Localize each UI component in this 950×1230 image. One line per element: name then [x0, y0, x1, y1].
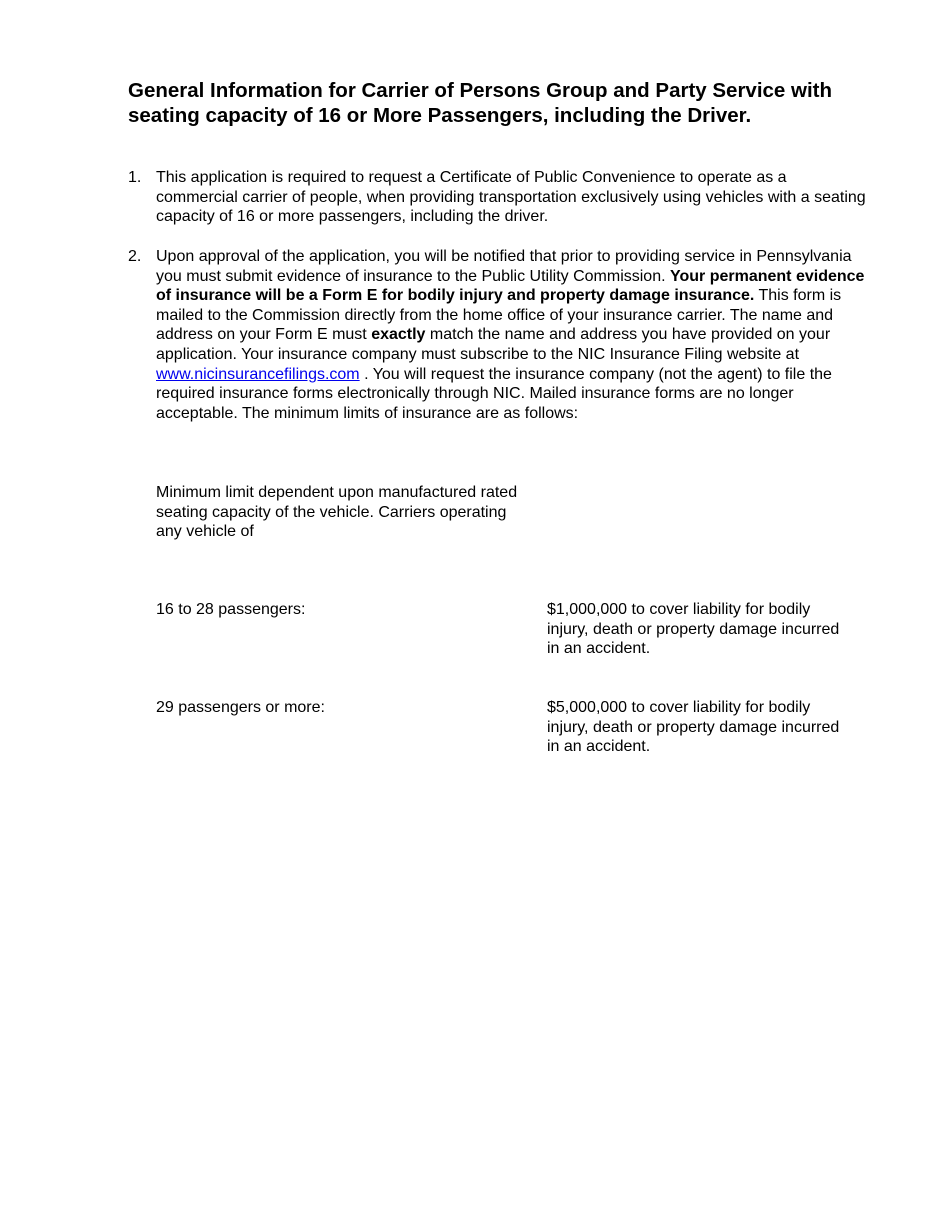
- exactly-bold-text: exactly: [371, 326, 426, 344]
- list-item-number: 1.: [128, 169, 142, 186]
- insurance-text-part-3: match the name and address you have provided on your application. Your insurance company must subscribe to the NIC Insurance Filing website at: [156, 326, 831, 363]
- list-item-text: [156, 247, 868, 423]
- insurance-text-part-4: . You will request the insurance company (not the agent) to file the required insurance forms electronically through NIC. Mailed insurance forms are no longer acceptable. The minimum limits of insurance are as follows:: [156, 365, 832, 422]
- page-title: General Information for Carrier of Persons Group and Party Service with seating capacity of 16 or More Passengers, including the Driver.: [128, 79, 833, 127]
- limit-row-label: 16 to 28 passengers:: [156, 601, 306, 618]
- limit-row-coverage: $5,000,000 to cover liability for bodily injury, death or property damage incurred in an accident.: [547, 699, 840, 756]
- insurance-text-part-2: This form is mailed to the Commission directly from the home office of your insurance carrier. The name and address on your Form E must: [156, 287, 842, 344]
- list-item-text: This application is required to request a Certificate of Public Convenience to operate as a commercial carrier of people, when providing transportation exclusively using vehicles with a seating capacity of 16 or more passengers, including the driver.: [156, 169, 866, 226]
- nic-website-link[interactable]: www.nicinsurancefilings.com: [156, 365, 360, 383]
- limit-row-label: 29 passengers or more:: [156, 699, 325, 716]
- minimum-limit-intro: Minimum limit dependent upon manufactured rated seating capacity of the vehicle. Carriers operating any vehicle of: [156, 484, 518, 541]
- limit-row-coverage: $1,000,000 to cover liability for bodily injury, death or property damage incurred in an accident.: [547, 601, 840, 658]
- list-item-number: 2.: [128, 248, 142, 265]
- insurance-text-part-1: Upon approval of the application, you will be notified that prior to providing service in Pennsylvania you must submit evidence of insurance to the Public Utility Commission.: [156, 248, 852, 285]
- form-e-bold-text: Your permanent evidence of insurance will be a Form E for bodily injury and property damage insurance.: [156, 267, 865, 305]
